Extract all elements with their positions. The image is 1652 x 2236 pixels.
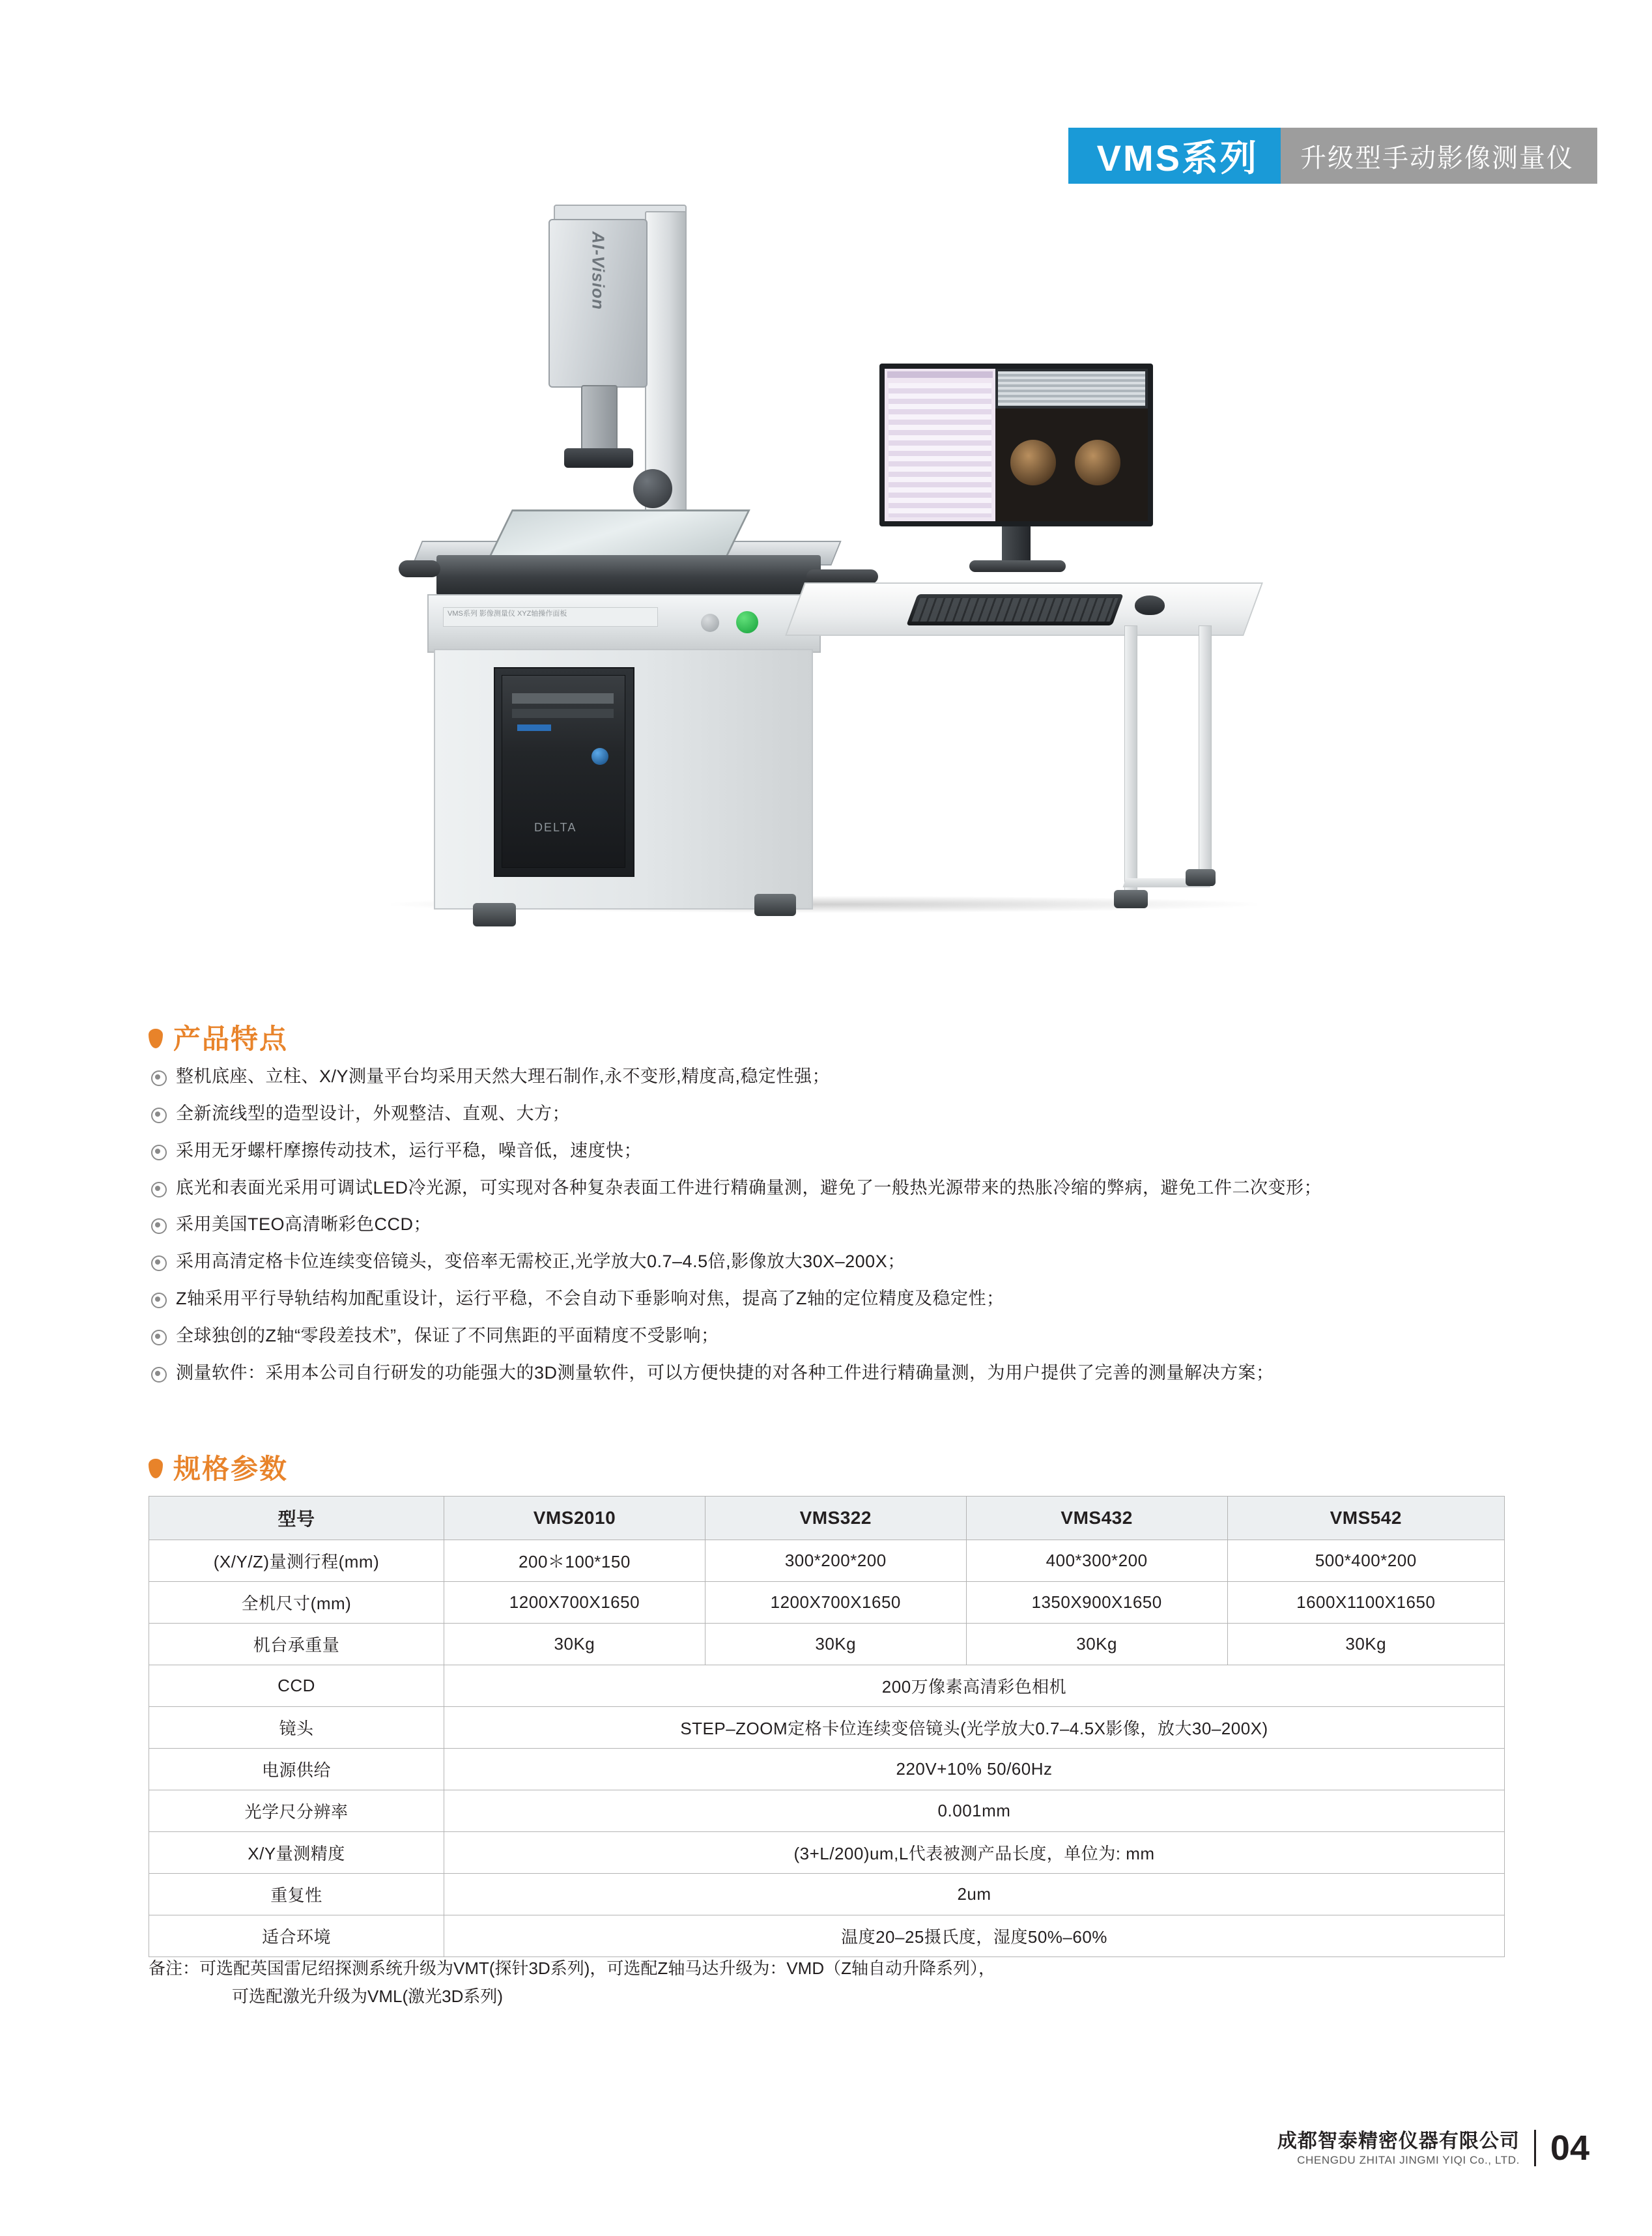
table-cell: 温度20–25摄氏度，湿度50%–60%	[444, 1915, 1505, 1957]
list-item	[151, 1285, 1532, 1313]
page-footer	[1277, 2128, 1589, 2168]
monitor-stand-neck	[1002, 526, 1031, 563]
machine-focus-knob	[633, 469, 672, 508]
table-cell: 30Kg	[705, 1624, 966, 1665]
table-cell: (3+L/200)um,L代表被测产品长度，单位为: mm	[444, 1832, 1505, 1874]
machine-panel-button-gray	[701, 614, 719, 632]
machine-lens	[581, 385, 618, 453]
table-header-row	[149, 1497, 1505, 1540]
software-data-pane	[885, 369, 996, 521]
pc-brand-label: DELTA	[534, 821, 577, 834]
feature-text: 底光和表面光采用可调试LED冷光源，可实现对各种复杂表面工件进行精确量测，避免了一般热光源带来的热胀冷缩的弊病，避免工件二次变形；	[176, 1177, 1322, 1197]
header-subtitle-label: 升级型手动影像测量仪	[1300, 143, 1574, 173]
remark-line-1: 备注：可选配英国雷尼绍探测系统升级为VMT(探针3D系列)，可选配Z轴马达升级为：VMD（Z轴自动升降系列），	[149, 1958, 995, 1978]
list-item	[151, 1100, 1532, 1128]
software-data-rows	[889, 383, 991, 517]
feature-text: 全新流线型的造型设计，外观整洁、直观、大方；	[176, 1103, 570, 1123]
list-item	[151, 1138, 1532, 1165]
table-cell: 300*200*200	[705, 1540, 966, 1582]
footer-company-cn: 成都智泰精密仪器有限公司	[1277, 2130, 1520, 2152]
specs-remark	[149, 1955, 1517, 2011]
features-title-label: 产品特点	[173, 1024, 289, 1054]
desk-leg-back	[1199, 625, 1212, 881]
row-label: 重复性	[149, 1874, 444, 1915]
header-series-label: VMS系列	[1096, 137, 1259, 179]
row-label: 光学尺分辨率	[149, 1790, 444, 1832]
table-row	[149, 1874, 1505, 1915]
row-label: X/Y量测精度	[149, 1832, 444, 1874]
table-cell: 30Kg	[444, 1624, 705, 1665]
drop-icon	[149, 1029, 163, 1048]
table-cell: 1200X700X1650	[444, 1582, 705, 1624]
desk-foot-back	[1186, 869, 1216, 886]
bullet-icon	[151, 1182, 167, 1197]
bullet-icon	[151, 1070, 167, 1086]
table-header-cell: VMS432	[966, 1497, 1227, 1540]
list-item	[151, 1063, 1532, 1091]
table-cell: 2um	[444, 1874, 1505, 1915]
table-row	[149, 1915, 1505, 1957]
software-toolbar	[887, 371, 993, 378]
product-photo	[339, 195, 1316, 964]
table-cell: 200＊100*150	[444, 1540, 705, 1582]
keyboard-keys	[911, 598, 1118, 622]
list-item	[151, 1360, 1532, 1387]
page-header-banner	[1068, 128, 1597, 184]
bullet-icon	[151, 1330, 167, 1345]
pc-drive-bay-2	[512, 709, 614, 718]
machine-stage-knob-left	[399, 560, 440, 577]
machine-foot-left	[473, 903, 516, 926]
table-row	[149, 1582, 1505, 1624]
list-item	[151, 1248, 1532, 1276]
list-item	[151, 1211, 1532, 1239]
pc-tower	[502, 675, 625, 868]
bullet-icon	[151, 1293, 167, 1308]
machine-brand-label: AI-Vision	[588, 231, 608, 310]
table-cell: 30Kg	[966, 1624, 1227, 1665]
row-label: 全机尺寸(mm)	[149, 1582, 444, 1624]
table-cell: 30Kg	[1227, 1624, 1504, 1665]
bullet-icon	[151, 1108, 167, 1123]
machine-optical-head	[548, 219, 648, 388]
pc-led-strip	[517, 724, 551, 731]
pc-drive-bay-1	[512, 693, 614, 704]
list-item	[151, 1175, 1532, 1202]
software-image-view	[995, 408, 1148, 521]
table-cell: 0.001mm	[444, 1790, 1505, 1832]
bullet-icon	[151, 1218, 167, 1234]
row-label: 机台承重量	[149, 1624, 444, 1665]
row-label: CCD	[149, 1665, 444, 1707]
bullet-icon	[151, 1145, 167, 1160]
software-toolbar-icons	[998, 371, 1145, 406]
table-cell: 220V+10% 50/60Hz	[444, 1749, 1505, 1790]
table-cell: 200万像素高清彩色相机	[444, 1665, 1505, 1707]
specs-title-label: 规格参数	[173, 1454, 289, 1484]
machine-foot-right	[754, 894, 796, 916]
table-cell: 1600X1100X1650	[1227, 1582, 1504, 1624]
remark-line-2: 可选配激光升级为VML(激光3D系列)	[232, 1986, 504, 2006]
row-label: 适合环境	[149, 1915, 444, 1957]
page-number: 04	[1550, 2128, 1589, 2168]
desk-foot-front	[1114, 890, 1148, 908]
table-header-cell: 型号	[149, 1497, 444, 1540]
bullet-icon	[151, 1367, 167, 1383]
machine-stage-base	[436, 555, 821, 595]
header-subtitle-badge	[1281, 128, 1597, 184]
monitor-screen	[885, 369, 1148, 521]
feature-text: 测量软件：采用本公司自行研发的功能强大的3D测量软件，可以方便快捷的对各种工件进行精确量测，为用户提供了完善的测量解决方案；	[176, 1362, 1274, 1383]
feature-text: 采用高清定格卡位连续变倍镜头，变倍率无需校正,光学放大0.7–4.5倍,影像放大30X–200X；	[176, 1252, 905, 1272]
specs-section-title	[149, 1448, 288, 1487]
table-header-cell: VMS322	[705, 1497, 966, 1540]
table-row	[149, 1832, 1505, 1874]
footer-company	[1277, 2129, 1520, 2168]
table-cell: STEP–ZOOM定格卡位连续变倍镜头(光学放大0.7–4.5X影像，放大30–200X)	[444, 1707, 1505, 1749]
table-row	[149, 1624, 1505, 1665]
footer-divider	[1534, 2130, 1536, 2166]
row-label: 电源供给	[149, 1749, 444, 1790]
footer-company-en: CHENGDU ZHITAI JINGMI YIQI Co., LTD.	[1297, 2154, 1520, 2167]
feature-text: Z轴采用平行导轨结构加配重设计，运行平稳，不会自动下垂影响对焦，提高了Z轴的定位精度及稳定性；	[176, 1289, 1004, 1309]
monitor-stand-base	[969, 560, 1066, 572]
table-row	[149, 1790, 1505, 1832]
monitor	[879, 364, 1153, 526]
keyboard	[906, 594, 1123, 625]
pc-power-button	[591, 748, 608, 765]
feature-text: 整机底座、立柱、X/Y测量平台均采用天然大理石制作,永不变形,精度高,稳定性强；	[176, 1067, 831, 1086]
table-header-cell: VMS542	[1227, 1497, 1504, 1540]
table-row	[149, 1707, 1505, 1749]
table-cell: 400*300*200	[966, 1540, 1227, 1582]
desk-leg-front	[1124, 625, 1137, 900]
specifications-table	[149, 1496, 1505, 1957]
features-section-title	[149, 1018, 288, 1057]
machine-light-ring	[564, 448, 633, 468]
workpiece-hole-1	[1010, 440, 1056, 485]
machine-panel-text: VMS系列 影像测量仪 XYZ轴操作面板	[443, 607, 658, 627]
table-row	[149, 1540, 1505, 1582]
table-cell: 500*400*200	[1227, 1540, 1504, 1582]
table-row	[149, 1749, 1505, 1790]
table-cell: 1200X700X1650	[705, 1582, 966, 1624]
machine-stage-knob-right	[806, 569, 878, 584]
drop-icon	[149, 1459, 163, 1478]
table-row	[149, 1665, 1505, 1707]
list-item	[151, 1323, 1532, 1350]
header-series-badge	[1068, 128, 1281, 184]
feature-text: 全球独创的Z轴“零段差技术”，保证了不同焦距的平面精度不受影响；	[176, 1325, 719, 1345]
row-label: 镜头	[149, 1707, 444, 1749]
feature-text: 采用美国TEO高清晰彩色CCD；	[176, 1214, 431, 1235]
workpiece-hole-2	[1075, 440, 1120, 485]
software-top-toolbar	[995, 369, 1148, 408]
bullet-icon	[151, 1255, 167, 1271]
machine-power-button-green	[736, 611, 758, 633]
table-header-cell: VMS2010	[444, 1497, 705, 1540]
mouse	[1135, 595, 1165, 615]
table-cell: 1350X900X1650	[966, 1582, 1227, 1624]
row-label: (X/Y/Z)量测行程(mm)	[149, 1540, 444, 1582]
feature-text: 采用无牙螺杆摩擦传动技术，运行平稳，噪音低，速度快；	[176, 1140, 642, 1160]
features-list	[151, 1063, 1532, 1397]
